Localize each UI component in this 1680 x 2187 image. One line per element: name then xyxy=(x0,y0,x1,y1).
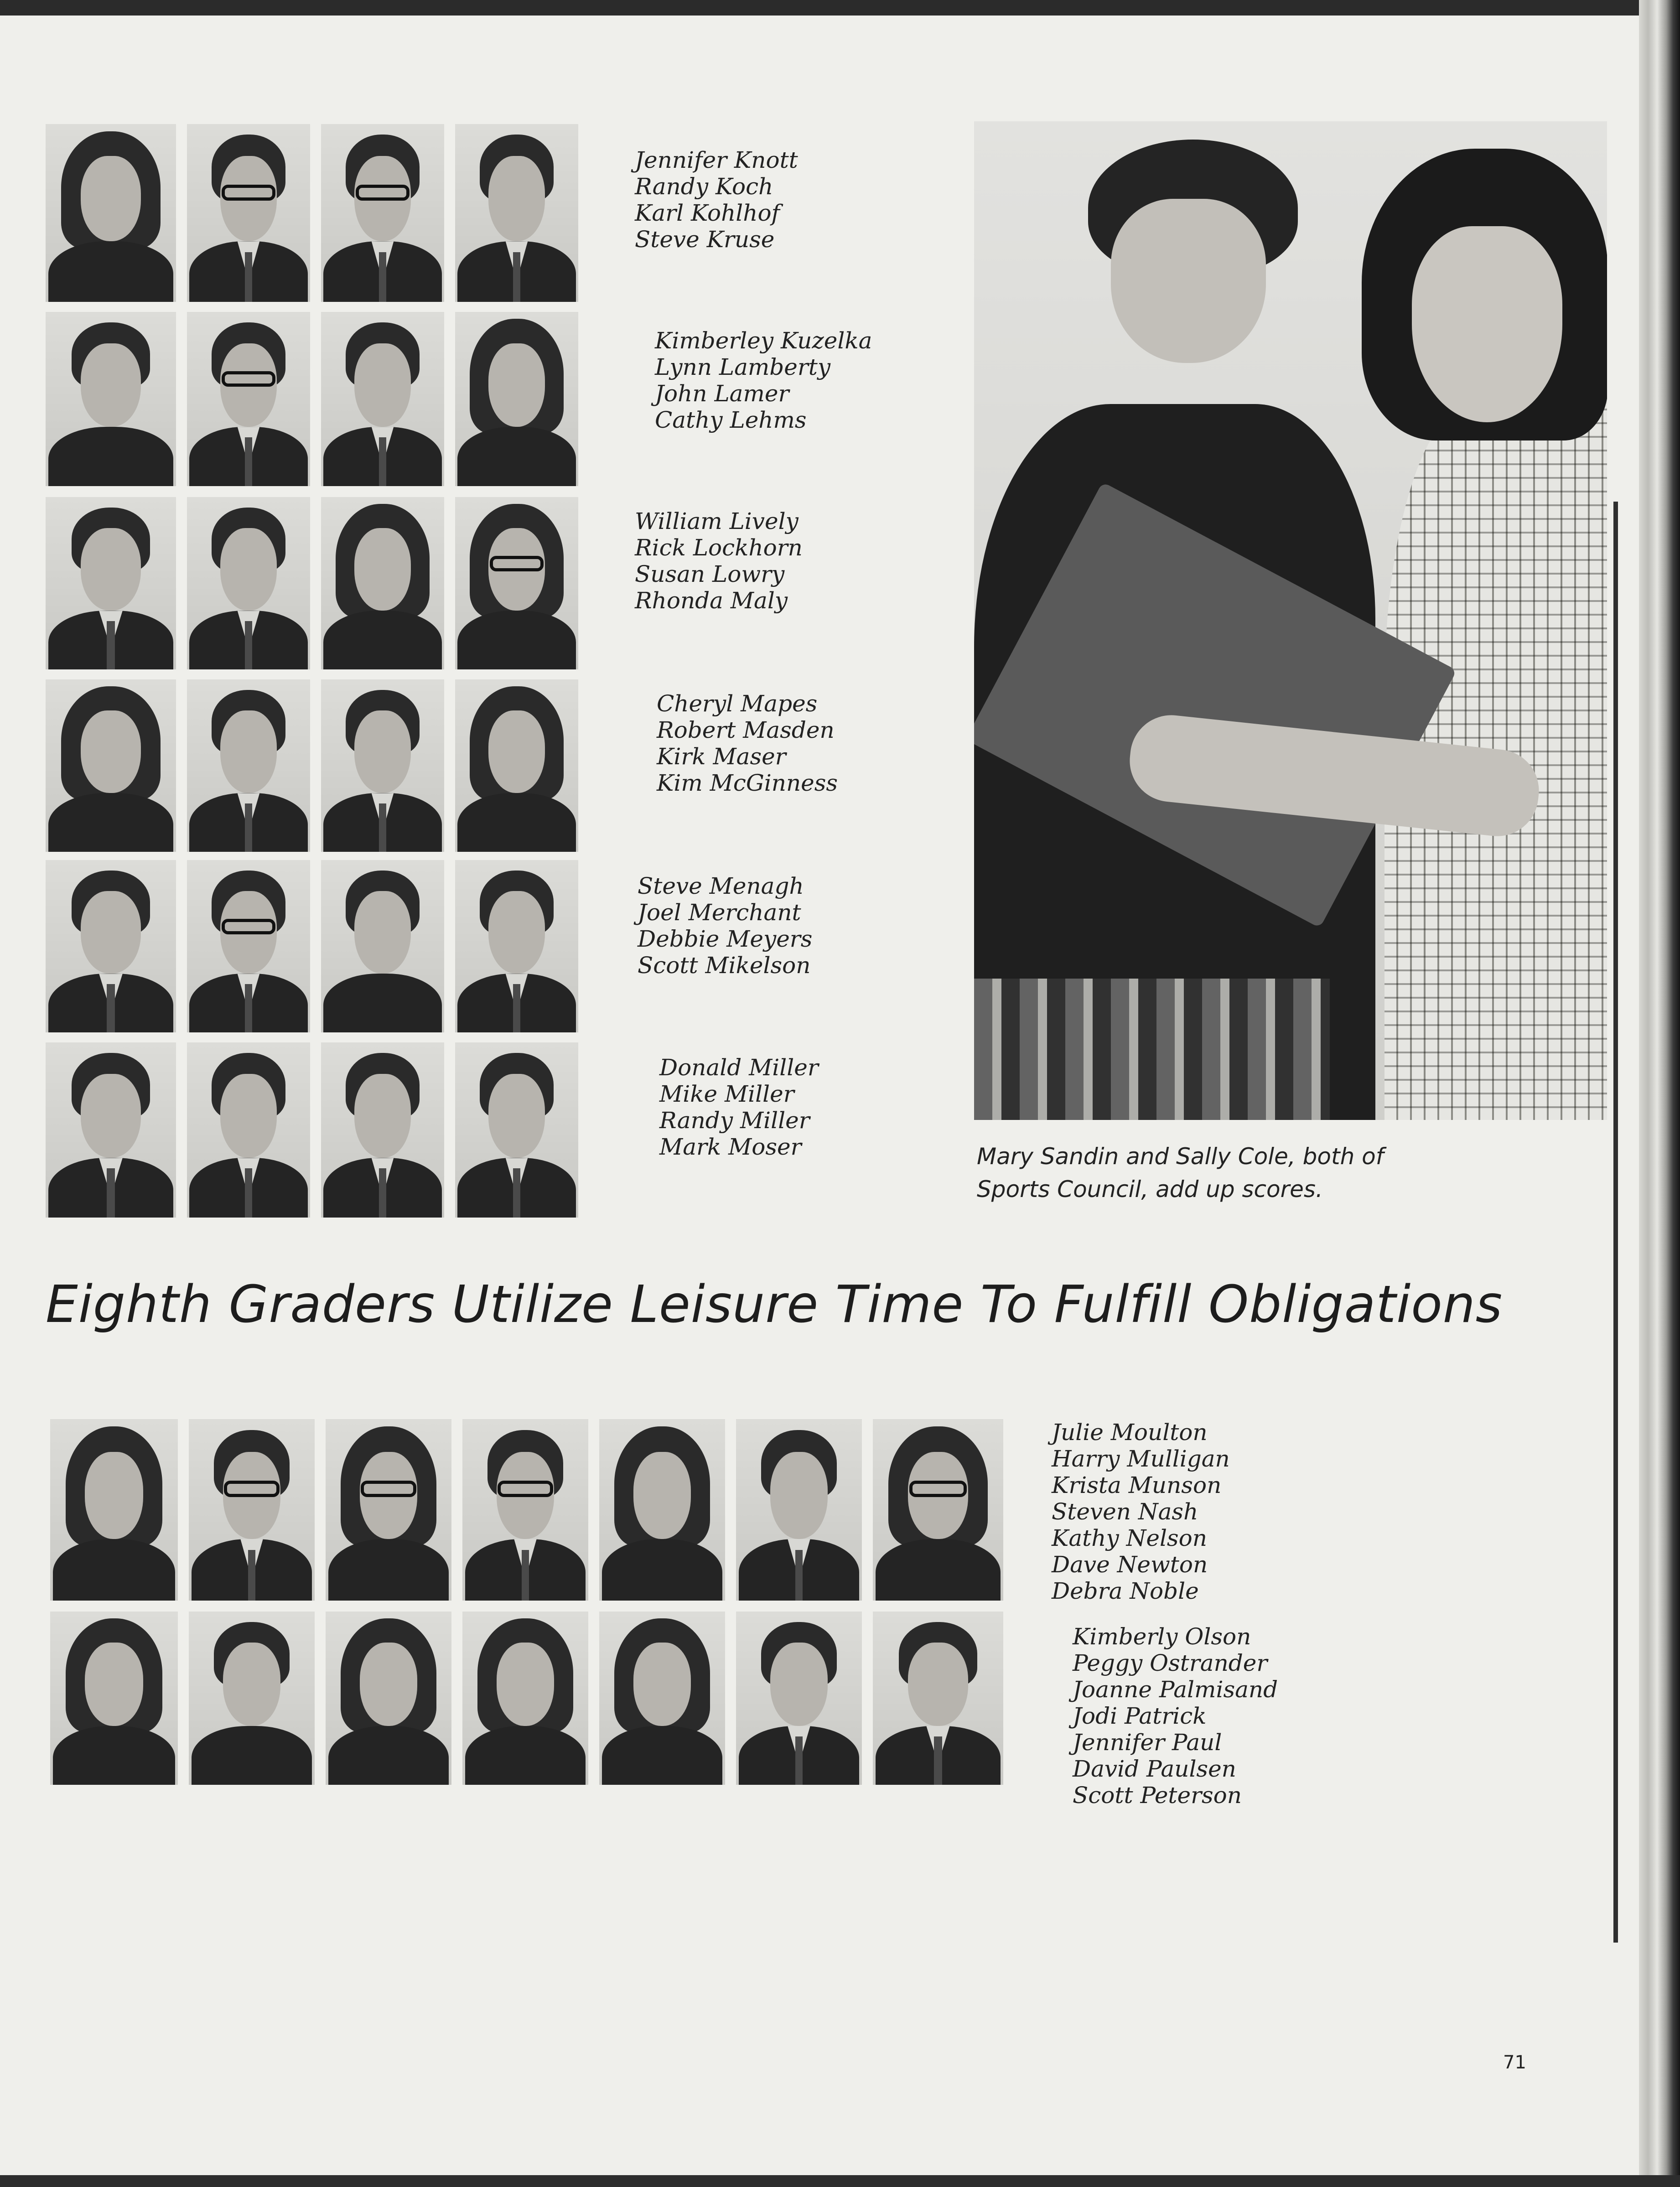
portrait-photo xyxy=(326,1612,451,1785)
portrait-photo xyxy=(321,497,444,669)
name-list xyxy=(659,1054,819,1160)
caption-line: Sports Council, add up scores. xyxy=(977,1176,1323,1202)
portrait-photo xyxy=(599,1612,725,1785)
page-edge-right xyxy=(1639,0,1680,2187)
student-name: Donald Miller xyxy=(659,1054,819,1081)
student-name: Kim McGinness xyxy=(657,770,838,796)
student-name: John Lamer xyxy=(655,380,789,407)
portrait-photo xyxy=(187,497,310,669)
portrait-photo xyxy=(455,1042,578,1218)
name-list xyxy=(635,147,798,253)
portrait-photo xyxy=(187,312,310,486)
student-name: Peggy Ostrander xyxy=(1073,1650,1268,1676)
name-list xyxy=(635,508,803,614)
student-name: Kirk Maser xyxy=(657,743,786,770)
student-name: Kimberly Olson xyxy=(1073,1623,1251,1650)
student-name: Steve Kruse xyxy=(635,226,775,253)
feature-photo xyxy=(974,121,1607,1120)
name-list xyxy=(657,690,838,796)
page-number: 71 xyxy=(1503,2052,1526,2073)
name-list xyxy=(1073,1623,1278,1809)
portrait-photo xyxy=(455,497,578,669)
portrait-photo xyxy=(455,312,578,486)
student-name: Debra Noble xyxy=(1052,1578,1199,1604)
portrait-photo xyxy=(187,1042,310,1218)
student-name: David Paulsen xyxy=(1073,1756,1236,1782)
student-name: Cheryl Mapes xyxy=(657,690,818,717)
portrait-photo xyxy=(189,1612,315,1785)
student-name: Rick Lockhorn xyxy=(635,534,803,561)
student-name: Joel Merchant xyxy=(638,899,801,926)
portrait-photo xyxy=(321,312,444,486)
student-name: Lynn Lamberty xyxy=(655,354,831,380)
portrait-photo xyxy=(46,312,176,486)
student-name: Mike Miller xyxy=(659,1081,794,1107)
student-name: Harry Mulligan xyxy=(1052,1446,1230,1472)
portrait-row-4 xyxy=(46,679,578,852)
portrait-photo xyxy=(46,497,176,669)
student-name: Karl Kohlhof xyxy=(635,200,780,226)
student-name: Kimberley Kuzelka xyxy=(655,327,872,354)
portrait-photo xyxy=(321,1042,444,1218)
student-name: Robert Masden xyxy=(657,717,835,743)
portrait-photo xyxy=(50,1612,178,1785)
portrait-photo xyxy=(326,1419,451,1601)
portrait-photo xyxy=(321,860,444,1032)
student-name: Jennifer Paul xyxy=(1073,1729,1222,1756)
headline: Eighth Graders Utilize Leisure Time To Fulfill Obligations xyxy=(46,1275,1503,1334)
student-name: Steven Nash xyxy=(1052,1498,1198,1525)
portrait-row-8 xyxy=(50,1612,1003,1785)
portrait-photo xyxy=(599,1419,725,1601)
name-list xyxy=(638,873,812,979)
portrait-photo xyxy=(321,679,444,852)
portrait-photo xyxy=(46,679,176,852)
portrait-photo xyxy=(736,1612,862,1785)
portrait-row-3 xyxy=(46,497,578,669)
portrait-row-6 xyxy=(46,1042,578,1218)
portrait-photo xyxy=(187,124,310,302)
portrait-row-1 xyxy=(46,124,578,302)
student-name: Scott Mikelson xyxy=(638,952,811,979)
student-name: William Lively xyxy=(635,508,799,534)
portrait-row-2 xyxy=(46,312,578,486)
portrait-row-5 xyxy=(46,860,578,1032)
student-name: Jodi Patrick xyxy=(1073,1703,1207,1729)
portrait-photo xyxy=(462,1419,588,1601)
portrait-photo xyxy=(873,1419,1003,1601)
portrait-photo xyxy=(736,1419,862,1601)
name-list xyxy=(655,327,872,433)
caption-line: Mary Sandin and Sally Cole, both of xyxy=(977,1143,1384,1170)
student-name: Kathy Nelson xyxy=(1052,1525,1207,1551)
student-name: Scott Peterson xyxy=(1073,1782,1242,1809)
spine-line xyxy=(1613,502,1618,1943)
portrait-photo xyxy=(46,1042,176,1218)
portrait-photo xyxy=(46,124,176,302)
portrait-photo xyxy=(187,679,310,852)
portrait-photo xyxy=(46,860,176,1032)
portrait-photo xyxy=(455,679,578,852)
portrait-photo xyxy=(50,1419,178,1601)
student-name: Susan Lowry xyxy=(635,561,785,587)
student-name: Julie Moulton xyxy=(1052,1419,1208,1446)
student-name: Randy Miller xyxy=(659,1107,810,1134)
student-name: Cathy Lehms xyxy=(655,407,807,433)
portrait-row-7 xyxy=(50,1419,1003,1601)
name-list xyxy=(1052,1419,1230,1604)
portrait-photo xyxy=(455,860,578,1032)
portrait-photo xyxy=(187,860,310,1032)
portrait-photo xyxy=(189,1419,315,1601)
portrait-photo xyxy=(873,1612,1003,1785)
portrait-photo xyxy=(462,1612,588,1785)
student-name: Dave Newton xyxy=(1052,1551,1208,1578)
student-name: Debbie Meyers xyxy=(638,926,813,952)
student-name: Steve Menagh xyxy=(638,873,804,899)
student-name: Joanne Palmisand xyxy=(1073,1676,1278,1703)
page-edge-top xyxy=(0,0,1680,16)
page-edge-bottom xyxy=(0,2175,1680,2187)
portrait-photo xyxy=(321,124,444,302)
student-name: Krista Munson xyxy=(1052,1472,1222,1498)
portrait-photo xyxy=(455,124,578,302)
student-name: Jennifer Knott xyxy=(635,147,798,173)
photo-caption xyxy=(977,1140,1433,1206)
student-name: Rhonda Maly xyxy=(635,587,788,614)
student-name: Randy Koch xyxy=(635,173,773,200)
student-name: Mark Moser xyxy=(659,1134,802,1160)
